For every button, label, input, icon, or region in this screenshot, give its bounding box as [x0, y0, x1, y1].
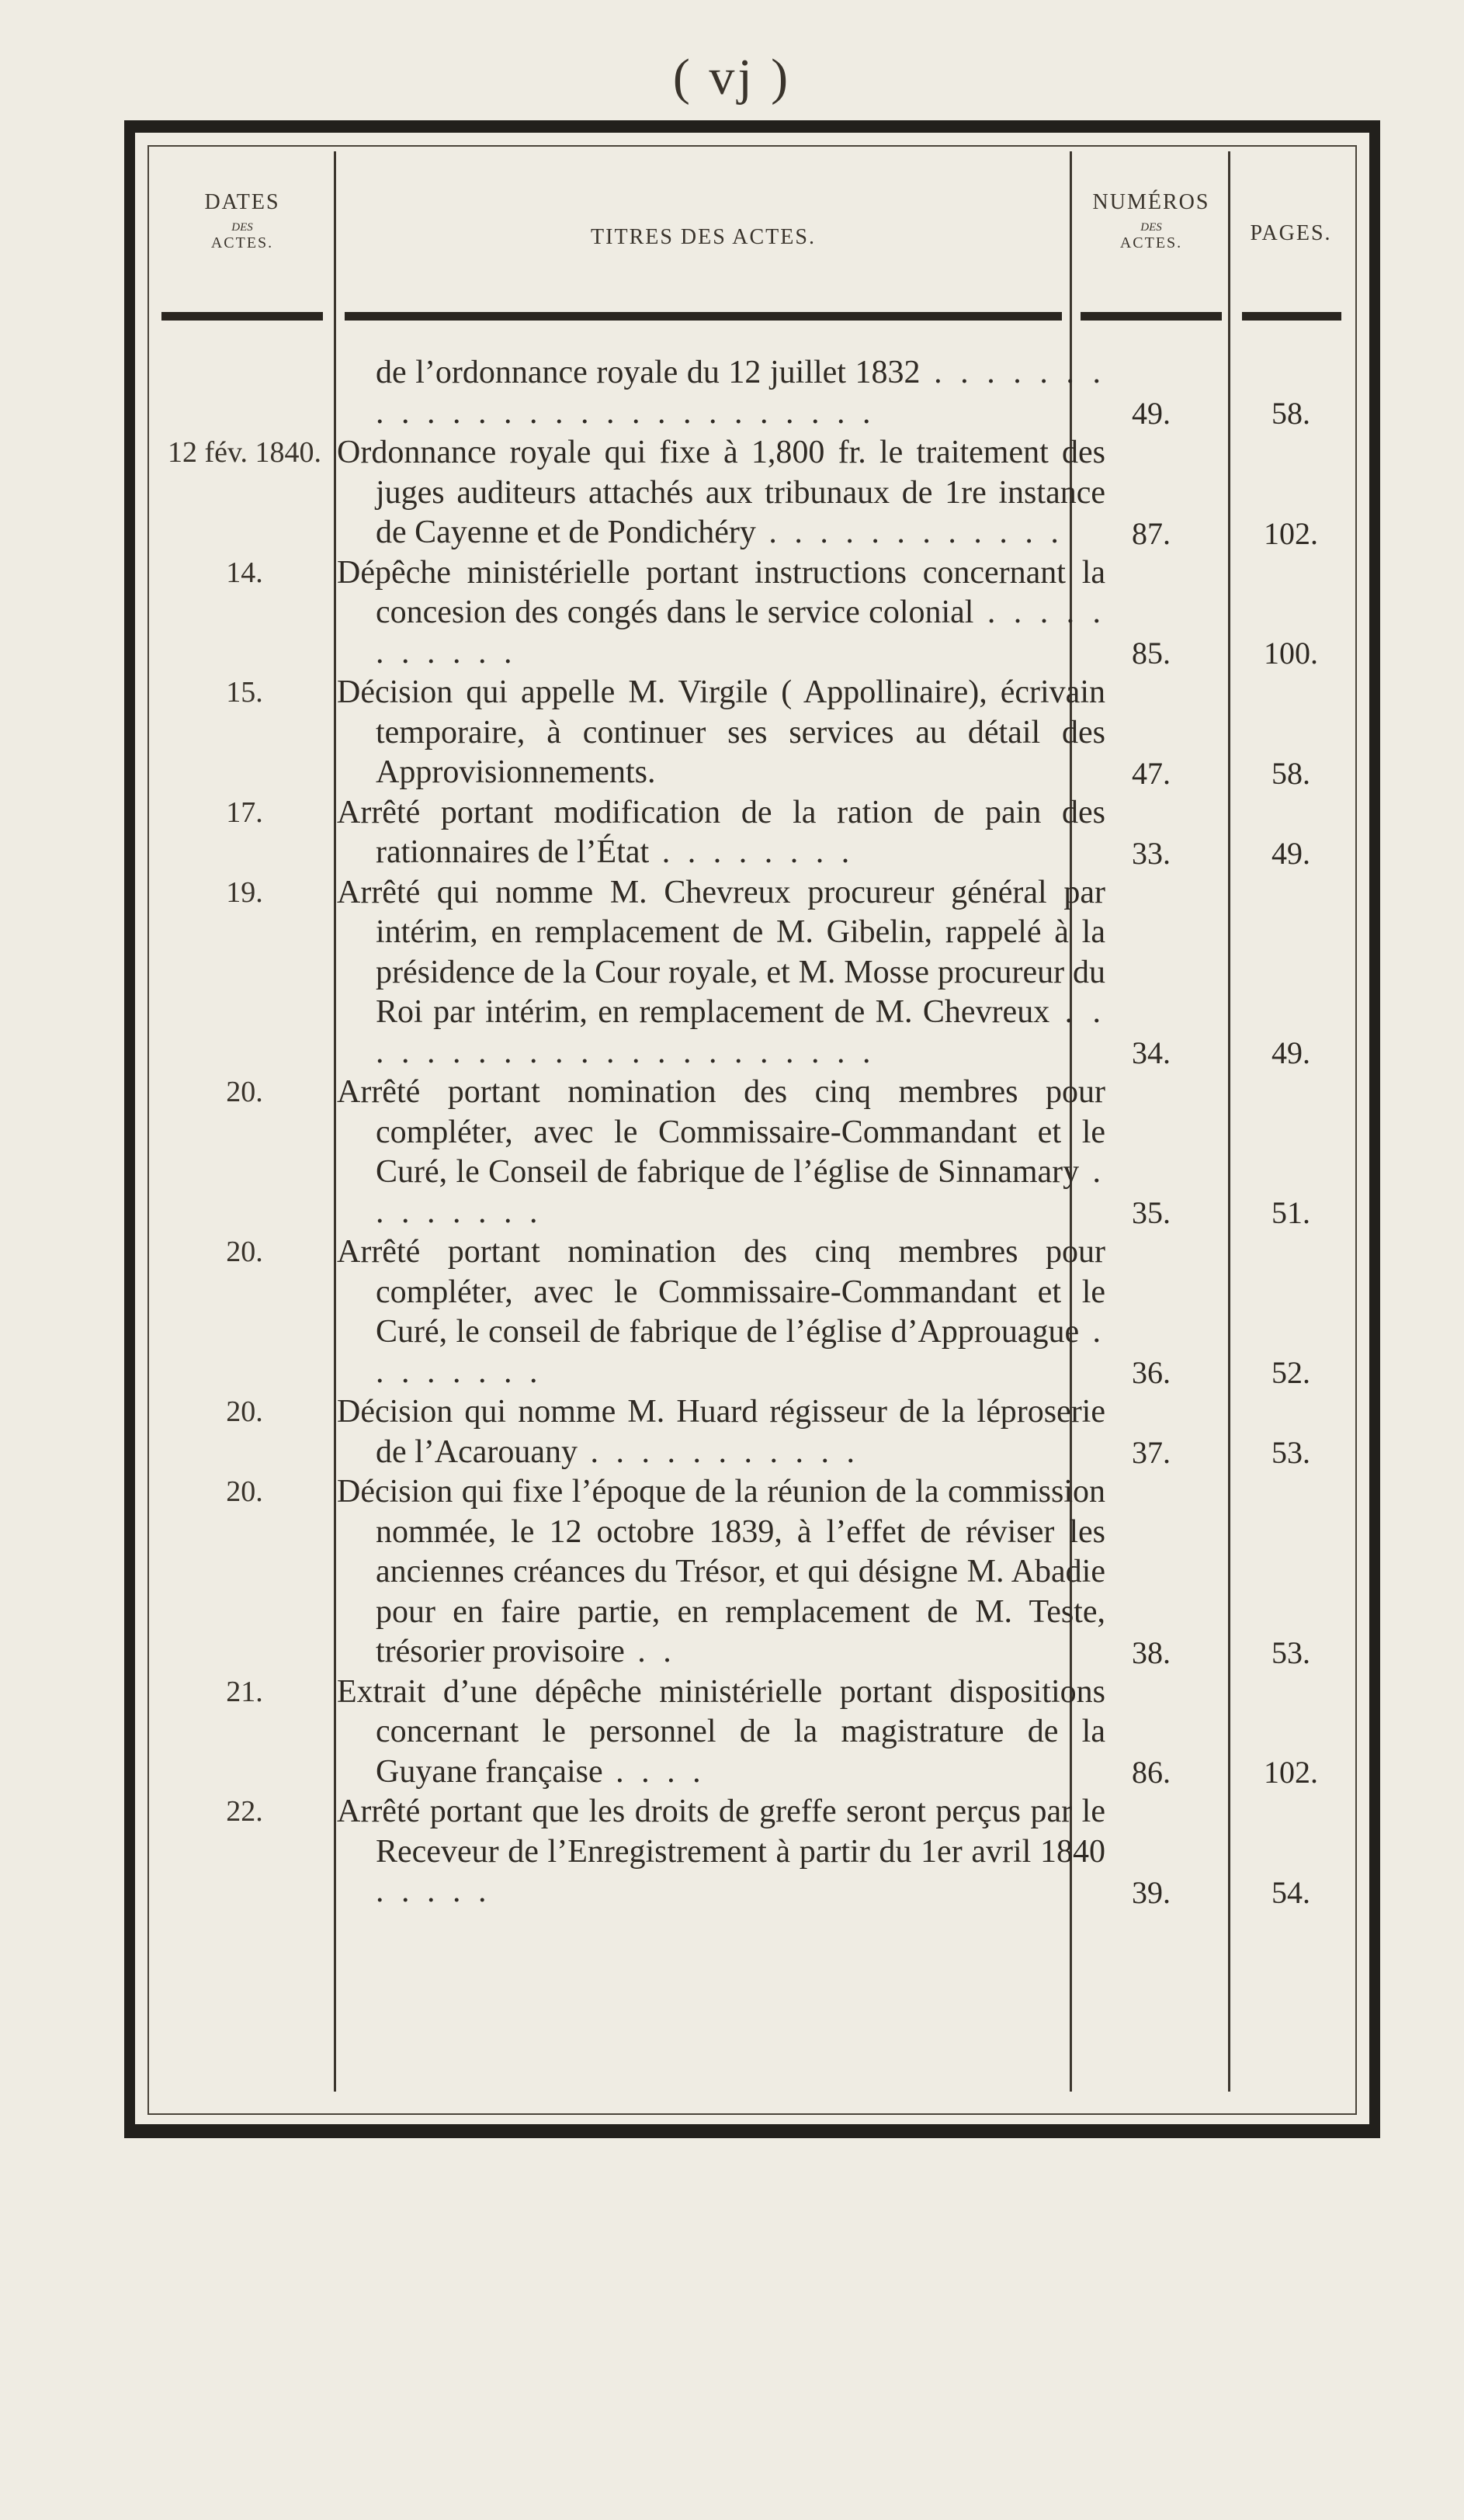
header-numeros-line3: ACTES. [1119, 234, 1183, 252]
dot-leader: . . . . . . . . [376, 1154, 1106, 1230]
row-title-text: Arrêté portant modification de la ration de pain des rationnaires de l’État [337, 794, 1105, 870]
table-row [0, 1073, 1464, 1232]
row-date: 21. [226, 1675, 263, 1708]
page-number: ( vj ) [672, 49, 792, 106]
table-row [0, 433, 1464, 553]
row-title: Décision qui appelle M. Virgile ( Appollinaire), écrivain temporaire, à continuer ses services au détail des Approvisionnements. [337, 674, 1105, 790]
row-page: 53. [1271, 1634, 1310, 1670]
row-title [337, 793, 1105, 873]
table-row [0, 1672, 1464, 1793]
table-row [0, 1392, 1464, 1472]
header-numeros-line1: NUMÉROS [1092, 190, 1210, 214]
row-date: 19. [226, 875, 263, 909]
row-title [337, 1472, 1105, 1672]
header-bar-dates [161, 312, 323, 321]
row-date: 22. [226, 1795, 263, 1828]
dot-leader: . . . . . . . . . . . . . . . . . . . . . . . . . . . [376, 355, 1105, 431]
row-title [337, 353, 1105, 433]
row-title-text: Arrêté qui nomme M. Chevreux procureur général par intérim, en remplacement de M. Gibelin, rappelé à la présidence de la Cour royale, et M. Mosse procureur du Roi par intérim, en remplacement de M. Chevreux [337, 874, 1105, 1030]
row-date: 12 fév. 1840. [167, 436, 322, 469]
row-title-text: Décision qui nomme M. Huard régisseur de la léproserie de l’Acarouany [337, 1394, 1105, 1470]
row-title-text: Arrêté portant nomination des cinq membres pour compléter, avec le Commissaire-Commandant et le Curé, le conseil de fabrique de l’église d’Approuague [337, 1234, 1105, 1350]
row-title [337, 433, 1105, 553]
row-number: 38. [1132, 1634, 1171, 1670]
row-title [337, 1672, 1105, 1793]
row-date: 20. [226, 1475, 263, 1508]
row-page: 51. [1271, 1195, 1310, 1230]
row-title [337, 1232, 1105, 1392]
row-title-text: Décision qui fixe l’époque de la réunion de la commission nommée, le 12 octobre 1839, à l’effet de réviser les anciennes créances du Trésor, et qui désigne M. Abadie pour en faire partie, en remplacement de M. Teste, trésorier provisoire [337, 1474, 1105, 1669]
dot-leader: . . . . . . . . . . . [578, 1433, 860, 1470]
table-row [0, 1232, 1464, 1392]
row-number: 33. [1132, 835, 1171, 871]
row-number: 37. [1132, 1435, 1171, 1470]
row-date: 17. [226, 796, 263, 829]
header-bar-pages [1242, 312, 1341, 321]
row-date: 20. [226, 1395, 263, 1428]
dot-leader: . . . . . [376, 1874, 491, 1909]
dot-leader: . . . . . . . . [649, 834, 855, 870]
table-body [0, 353, 1464, 1912]
row-title [337, 1392, 1105, 1472]
row-title-text: Ordonnance royale qui fixe à 1,800 fr. le traitement des juges auditeurs attachés aux tribunaux de 1re instance de Cayenne et de Pondichéry [337, 435, 1105, 550]
row-page: 100. [1264, 636, 1318, 671]
dot-leader: . . . . . . . . . . . . [755, 515, 1063, 550]
row-page: 52. [1271, 1355, 1310, 1390]
row-number: 47. [1132, 755, 1171, 791]
row-page: 58. [1271, 396, 1310, 431]
header-pages-text: PAGES. [1250, 221, 1332, 245]
header-pages [1233, 221, 1349, 246]
row-page: 102. [1264, 1755, 1318, 1790]
row-title-text: Extrait d’une dépêche ministérielle portant dispositions concernant le personnel de la magistrature de la Guyane française [337, 1673, 1105, 1790]
dot-leader: . . . . [602, 1753, 706, 1790]
row-date: 14. [226, 556, 263, 589]
table-row [0, 673, 1464, 793]
row-page: 53. [1271, 1435, 1310, 1470]
row-number: 35. [1132, 1195, 1171, 1230]
header-dates-line2: des [231, 215, 253, 235]
table-row [0, 873, 1464, 1073]
row-page: 49. [1271, 1035, 1310, 1070]
row-title-text: Arrêté portant que les droits de greffe seront perçus par le Receveur de l’Enregistrement à partir du 1er avril 1840 [337, 1794, 1105, 1870]
row-title [337, 553, 1105, 674]
table-row [0, 553, 1464, 674]
dot-leader: . . . . . . . . . . . [376, 594, 1105, 671]
header-titles-text: TITRES DES ACTES. [591, 225, 816, 249]
table-row [0, 1472, 1464, 1672]
table-row [0, 793, 1464, 873]
dot-leader: . . . . . . . . . . . . . . . . . . . . . . [376, 994, 1106, 1070]
row-number: 36. [1132, 1355, 1171, 1390]
row-title [337, 1073, 1105, 1232]
dot-leader: . . . . . . . . [376, 1314, 1106, 1390]
header-dates-line1: DATES [204, 190, 280, 214]
row-number: 85. [1132, 636, 1171, 671]
row-title-text: Dépêche ministérielle portant instructions concernant la concesion des congés dans le service colonial [337, 554, 1105, 630]
row-title-text: de l’ordonnance royale du 12 juillet 1832 [376, 355, 921, 390]
dot-leader: . . [624, 1634, 676, 1669]
row-page: 102. [1264, 515, 1318, 551]
row-page: 49. [1271, 835, 1310, 871]
header-bar-numeros [1081, 312, 1222, 321]
row-title-text: Arrêté portant nomination des cinq membres pour compléter, avec le Commissaire-Commandant et le Curé, le Conseil de fabrique de l’église de Sinnamary [337, 1074, 1105, 1190]
header-bar-titles [345, 312, 1062, 321]
header-dates [161, 190, 323, 252]
header-titles [345, 225, 1062, 250]
row-date: 15. [226, 676, 263, 709]
row-date: 20. [226, 1076, 263, 1108]
table-row [0, 353, 1464, 433]
row-number: 87. [1132, 515, 1171, 551]
table-row [0, 1792, 1464, 1912]
header-dates-line3: ACTES. [210, 234, 274, 252]
row-page: 58. [1271, 755, 1310, 791]
row-date: 20. [226, 1236, 263, 1268]
row-number: 86. [1132, 1755, 1171, 1790]
row-title [337, 873, 1105, 1073]
row-number: 34. [1132, 1035, 1171, 1070]
row-number: 49. [1132, 396, 1171, 431]
row-number: 39. [1132, 1874, 1171, 1910]
header-numeros-line2: des [1140, 215, 1162, 235]
header-numeros [1079, 190, 1223, 252]
row-page: 54. [1271, 1874, 1310, 1910]
row-title [337, 1792, 1105, 1912]
